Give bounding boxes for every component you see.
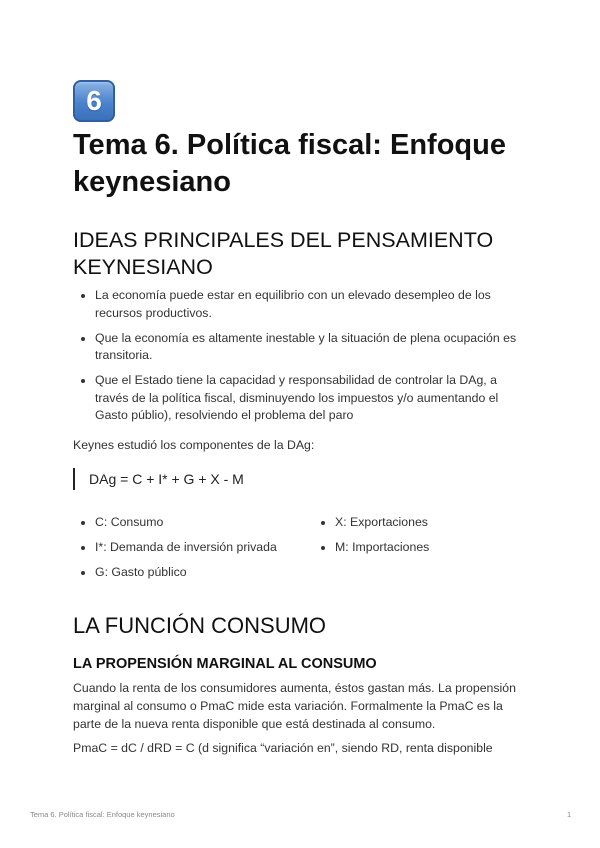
- pmac-formula-line: PmaC = dC / dRD = C (d significa “variación en”, siendo RD, renta disponible: [73, 741, 493, 755]
- pmac-paragraph: Cuando la renta de los consumidores aumenta, éstos gastan más. La propensión marginal al consumo o PmaC mide esta variación. Formalmente la PmaC es la parte de la nueva renta disponible que está destinada al consumo.: [73, 681, 516, 731]
- list-item: M: Importaciones: [313, 539, 429, 556]
- list-item: X: Exportaciones: [313, 514, 429, 531]
- list-item: I*: Demanda de inversión privada: [73, 539, 277, 556]
- section-heading-consumo: LA FUNCIÓN CONSUMO: [73, 613, 327, 638]
- footer-document-title: Tema 6. Política fiscal: Enfoque keynesiano: [30, 810, 175, 819]
- list-item: C: Consumo: [73, 514, 277, 531]
- number-six-icon: [73, 80, 115, 122]
- page-title: Tema 6. Política fiscal: Enfoque keynesiano: [73, 129, 506, 198]
- components-list-left: [73, 514, 277, 589]
- number-six-glyph: 6: [86, 85, 102, 116]
- section-heading-ideas: IDEAS PRINCIPALES DEL PENSAMIENTO KEYNESIANO: [73, 228, 494, 279]
- list-item: Que el Estado tiene la capacidad y responsabilidad de controlar la DAg, a través de la política fiscal, disminuyendo los impuestos y/o aumentando el Gasto públio), resolviendo el problema del paro: [73, 372, 528, 425]
- list-item: G: Gasto público: [73, 564, 277, 581]
- components-list-right: [313, 514, 429, 564]
- components-intro: Keynes estudió los componentes de la DAg:: [73, 438, 315, 452]
- footer-page-number: 1: [567, 810, 572, 819]
- subsection-heading-pmac: LA PROPENSIÓN MARGINAL AL CONSUMO: [73, 656, 377, 672]
- list-item: La economía puede estar en equilibrio con un elevado desempleo de los recursos productivos.: [73, 287, 528, 322]
- ideas-bullet-list: [73, 287, 528, 432]
- dag-formula-quote: DAg = C + I* + G + X - M: [73, 468, 244, 490]
- list-item: Que la economía es altamente inestable y la situación de plena ocupación es transitoria.: [73, 330, 528, 365]
